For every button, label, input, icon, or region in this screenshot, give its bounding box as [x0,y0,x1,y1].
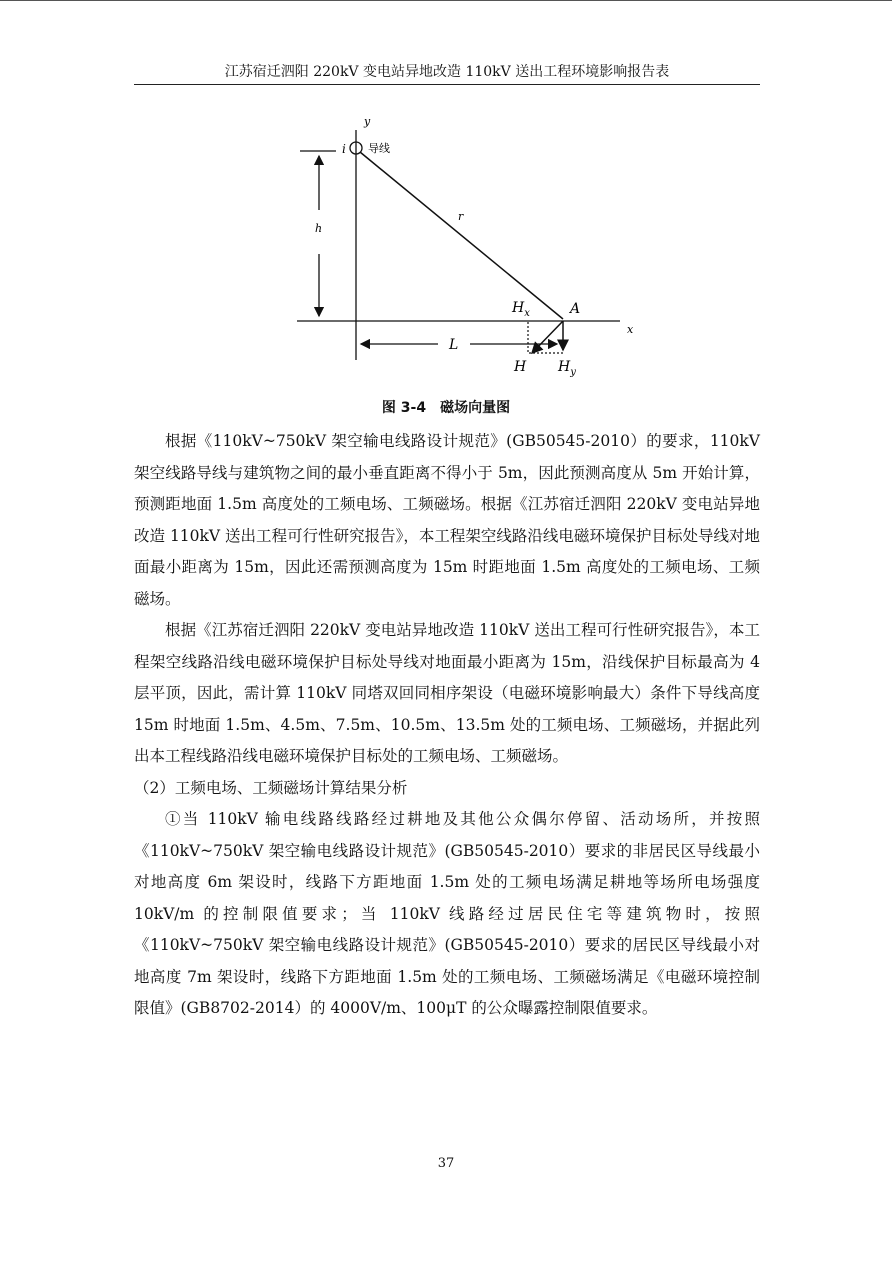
l-label: L [449,337,459,353]
body-text [134,426,760,1025]
h-label: h [315,222,323,235]
paragraph-1: 根据《110kV~750kV 架空输电线路设计规范》(GB50545-2010）的要求，110kV 架空线路导线与建筑物之间的最小垂直距离不得小于 5m，因此预测高度从 5m 开始计算，预测距地面 1.5m 高度处的工频电场、工频磁场。根据《江苏宿迁泗阳 220kV 变电站异地改造 110kV 送出工程可行性研究报告》，本工程架空线路沿线电磁环境保护目标处导线对地面最小距离为 15m，因此还需预测高度为 15m 时距地面 1.5m 高度处的工频电场、工频磁场。 [134,432,760,608]
r-label: r [458,210,464,223]
running-header: 江苏宿迁泗阳 220kV 变电站异地改造 110kV 送出工程环境影响报告表 [224,64,670,80]
hx-label: $H_x$ [512,300,530,319]
h-vector [532,321,563,353]
page-number: 37 [437,1156,455,1171]
magnetic-vector-diagram [0,100,892,390]
r-line [360,152,563,319]
paragraph-2: 根据《江苏宿迁泗阳 220kV 变电站异地改造 110kV 送出工程可行性研究报告》，本工程架空线路沿线电磁环境保护目标处导线对地面最小距离为 15m，沿线保护目标最高为 4 层平顶，因此，需计算 110kV 同塔双回同相序架设（电磁环境影响最大）条件下导线高度 15m 时地面 1.5m、4.5m、7.5m、10.5m、13.5m 处的工频电场、工频磁场，并据此列出本工程线路沿线电磁环境保护目标处的工频电场、工频磁场。 [134,621,760,765]
conductor-i-label: i [342,142,346,156]
y-axis-label: y [364,115,371,128]
h-vector-label: H [514,359,527,375]
conductor-label: 导线 [368,142,390,155]
header-rule [134,84,760,85]
a-label: A [570,301,581,317]
section-heading: （2）工频电场、工频磁场计算结果分析 [134,778,408,797]
hy-label: $H_y$ [558,359,576,378]
x-axis-label: x [627,323,634,336]
figure-caption: 图 3-4 磁场向量图 [381,400,511,416]
top-border [0,0,892,1]
paragraph-3: ①当 110kV 输电线路线路经过耕地及其他公众偶尔停留、活动场所，并按照《110kV~750kV 架空输电线路设计规范》(GB50545-2010）要求的非居民区导线最小对地高度 6m 架设时，线路下方距地面 1.5m 处的工频电场满足耕地等场所电场强度 10kV/m 的控制限值要求；当 110kV 线路经过居民住宅等建筑物时，按照《110kV~750kV 架空输电线路设计规范》(GB50545-2010）要求的居民区导线最小对地高度 7m 架设时，线路下方距地面 1.5m 处的工频电场、工频磁场满足《电磁环境控制限值》(GB8702-2014）的 4000V/m、100μT 的公众曝露控制限值要求。 [134,810,760,1017]
